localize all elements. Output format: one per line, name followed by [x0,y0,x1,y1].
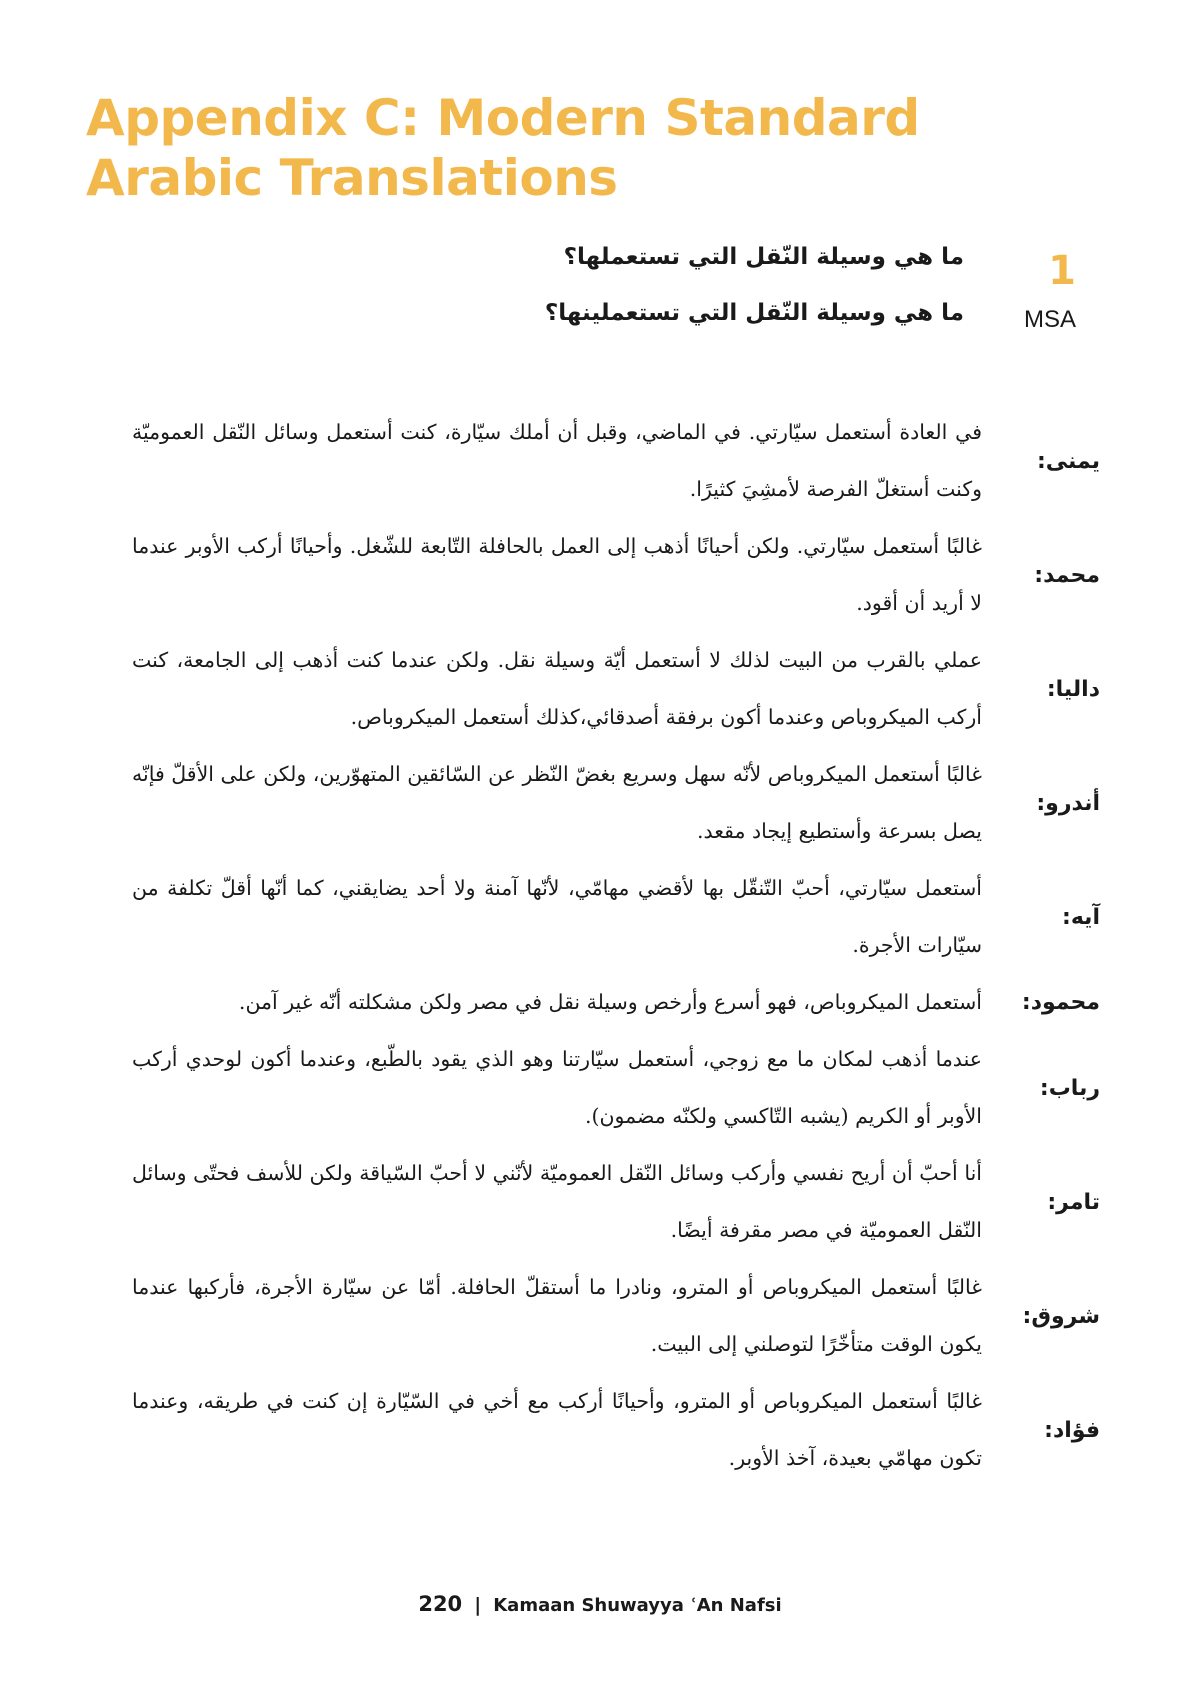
answer-text: غالبًا أستعمل الميكروباص أو المترو، ونادرا ما أستقلّ الحافلة. أمّا عن سيّارة الأجرة، فأركبها عندما يكون الوقت متأخّرًا لتوصلني إلى البيت. [132,1275,982,1356]
list-item [100,404,1100,518]
list-item [100,1259,1100,1373]
footer-separator: | [474,1594,482,1616]
answer-text: غالبًا أستعمل الميكروباص أو المترو، وأحيانًا أركب مع أخي في السّيّارة إن كنت في طريقه، وعندما تكون مهامّي بعيدة، آخذ الأوبر. [132,1389,983,1470]
list-item [100,746,1100,860]
speaker-name: داليا: [1046,676,1100,702]
page-number: 220 [418,1592,463,1616]
speaker-name: محمود: [1021,990,1100,1015]
list-item [100,974,1100,1031]
answers-list [100,404,1100,1487]
speaker-name: فؤاد: [1044,1417,1100,1443]
speaker-name: يمنى: [1036,448,1100,474]
speaker-name: تامر: [1047,1189,1100,1215]
answer-text: عندما أذهب لمكان ما مع زوجي، أستعمل سيّارتنا وهو الذي يقود بالطّبع، وعندما أكون لوحدي أركب الأوبر أو الكريم (يشبه التّاكسي ولكنّه مضمون). [132,1047,982,1128]
answer-text: غالبًا أستعمل الميكروباص لأنّه سهل وسريع بغضّ النّظر عن السّائقين المتهوّرين، ولكن على الأقلّ فإنّه يصل بسرعة وأستطيع إيجاد مقعد. [132,762,982,843]
answer-text: غالبًا أستعمل سيّارتي. ولكن أحيانًا أذهب إلى العمل بالحافلة التّابعة للشّغل. وأحيانًا أركب الأوبر عندما لا أريد أن أقود. [132,534,982,615]
speaker-name: أندرو: [1036,790,1100,816]
list-item [100,860,1100,974]
answer-text: عملي بالقرب من البيت لذلك لا أستعمل أيّة وسيلة نقل. ولكن عندما كنت أذهب إلى الجامعة، كنت أركب الميكروباص وعندما أكون برفقة أصدقائي،كذلك أستعمل الميكروباص. [132,648,982,729]
answer-text: أستعمل الميكروباص، فهو أسرع وأرخص وسيلة نقل في مصر ولكن مشكلته أنّه غير آمن. [238,990,982,1014]
list-item [100,1373,1100,1487]
question-label: MSA [1023,306,1076,333]
list-item [100,1145,1100,1259]
speaker-name: رباب: [1039,1075,1100,1101]
answer-text: أستعمل سيّارتي، أحبّ التّنقّل بها لأقضي مهامّي، لأنّها آمنة ولا أحد يضايقني، كما أنّها أقلّ تكلفة من سيّارات الأجرة. [132,876,982,957]
list-item [100,1031,1100,1145]
answer-text: أنا أحبّ أن أريح نفسي وأركب وسائل النّقل العموميّة لأنّني لا أحبّ السّياقة ولكن للأسف فحتّى وسائل النّقل العموميّة في مصر مقرفة أيضًا. [132,1161,982,1242]
speaker-name: شروق: [1022,1303,1100,1329]
speaker-name: محمد: [1034,562,1100,588]
answer-text: في العادة أستعمل سيّارتي. في الماضي، وقبل أن أملك سيّارة، كنت أستعمل وسائل النّقل العموميّة وكنت أستغلّ الفرصة لأمشِيَ كثيرًا. [132,420,982,501]
list-item [100,632,1100,746]
page-title: Appendix C: Modern Standard Arabic Translations [86,89,920,207]
list-item [100,518,1100,632]
question-line-masculine: ما هي وسيلة النّقل التي تستعملها؟ [563,244,964,270]
question-line-feminine: ما هي وسيلة النّقل التي تستعملينها؟ [544,300,964,326]
page-footer [0,1592,1200,1616]
question-number: 1 [1048,248,1076,294]
book-title: Kamaan Shuwayya ʿAn Nafsi [493,1595,782,1616]
speaker-name: آيه: [1062,904,1100,930]
